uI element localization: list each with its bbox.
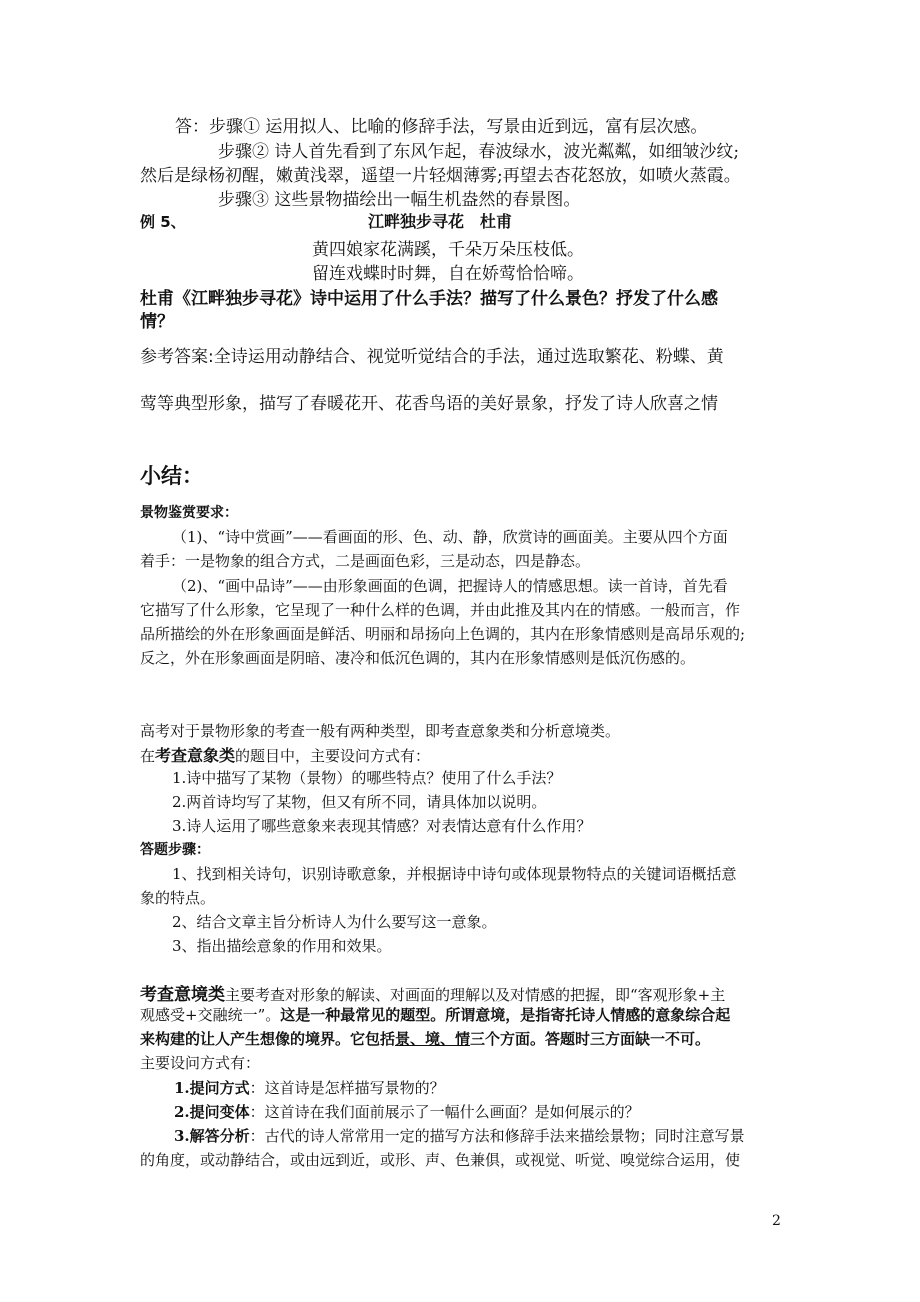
requirement-2-line-3: 品所描绘的外在形象画面是鲜活、明丽和昂扬向上色调的，其内在形象情感则是高昂乐观的; bbox=[140, 625, 746, 643]
imagery-question-intro: 在考查意象类的题目中，主要设问方式有： bbox=[140, 746, 431, 765]
method-1: 1.提问方式：这首诗是怎样描写景物的？ bbox=[174, 1079, 445, 1097]
poem-line-2: 留连戏蝶时时舞，自在娇莺恰恰啼。 bbox=[312, 264, 584, 284]
reference-answer-line-2: 莺等典型形象，描写了春暖花开、花香鸟语的美好景象，抒发了诗人欣喜之情 bbox=[140, 394, 718, 414]
answer-step-3: 步骤③ 这些景物描绘出一幅生机盎然的春景图。 bbox=[218, 190, 581, 210]
method-3-line-2: 的角度，或动静结合，或由远到近，或形、声、色兼俱，或视觉、听觉、嗅觉综合运用，使 bbox=[140, 1151, 741, 1169]
artistic-conception-line-3: 来构建的让人产生想像的境界。它包括景、境、情三个方面。答题时三方面缺一不可。 bbox=[140, 1030, 711, 1048]
answer-step-item-2: 2、结合文章主旨分析诗人为什么要写这一意象。 bbox=[172, 913, 497, 931]
example-label: 例 5、 bbox=[140, 213, 186, 231]
imagery-question-2: 2.两首诗均写了某物，但又有所不同，请具体加以说明。 bbox=[172, 793, 547, 811]
poem-title: 江畔独步寻花 杜甫 bbox=[368, 212, 513, 231]
appreciation-requirements-title: 景物鉴赏要求： bbox=[140, 505, 238, 521]
method-3-line-1: 3.解答分析：古代的诗人常常用一定的描写方法和修辞手法来描绘景物；同时注意写景 bbox=[174, 1127, 745, 1145]
imagery-question-3: 3.诗人运用了哪些意象来表现其情感？对表情达意有什么作用？ bbox=[172, 817, 592, 835]
answer-step-1: 答：步骤① 运用拟人、比喻的修辞手法，写景由近到远，富有层次感。 bbox=[175, 117, 708, 137]
requirement-2-line-4: 反之，外在形象画面是阴暗、凄冷和低沉色调的，其内在形象情感则是低沉伤感的。 bbox=[140, 649, 696, 667]
page-number: 2 bbox=[772, 1213, 781, 1229]
summary-heading: 小结： bbox=[140, 464, 203, 488]
method-2: 2.提问变体：这首诗在我们面前展示了一幅什么画面？是如何展示的？ bbox=[174, 1103, 640, 1121]
question-line-1: 杜甫《江畔独步寻花》诗中运用了什么手法？描写了什么景色？抒发了什么感 bbox=[140, 289, 718, 309]
artistic-conception-line-2: 观感受+交融统一”。这是一种最常见的题型。所谓意境，是指寄托诗人情感的意象综合起 bbox=[140, 1006, 731, 1024]
reference-answer-line-1: 参考答案:全诗运用动静结合、视觉听觉结合的手法，通过选取繁花、粉蝶、黄 bbox=[140, 347, 724, 367]
answer-step-item-1-line-2: 象的特点。 bbox=[140, 889, 216, 907]
imagery-question-1: 1.诗中描写了某物（景物）的哪些特点？使用了什么手法？ bbox=[172, 769, 562, 787]
poem-line-1: 黄四娘家花满蹊，千朵万朵压枝低。 bbox=[312, 240, 584, 260]
answer-steps-title: 答题步骤： bbox=[140, 842, 210, 858]
requirement-1-line-1: （1)、“诗中赏画”——看画面的形、色、动、静，欣赏诗的画面美。主要从四个方面 bbox=[172, 528, 728, 546]
requirement-2-line-2: 它描写了什么形象，它呈现了一种什么样的色调，并由此推及其内在的情感。一般而言，作 bbox=[140, 601, 741, 619]
requirement-1-line-2: 着手：一是物象的组合方式，二是画面色彩，三是动态，四是静态。 bbox=[140, 552, 591, 570]
answer-step-item-1-line-1: 1、找到相关诗句，识别诗歌意象，并根据诗中诗句或体现景物特点的关键词语概括意 bbox=[172, 865, 737, 883]
question-line-2: 情？ bbox=[140, 312, 174, 332]
answer-step-2-line-1: 步骤② 诗人首先看到了东风乍起，春波绿水，波光粼粼，如细皱沙纹; bbox=[218, 142, 740, 162]
artistic-conception-line-4: 主要设问方式有： bbox=[140, 1054, 261, 1072]
answer-step-item-3: 3、指出描绘意象的作用和效果。 bbox=[172, 937, 392, 955]
gaokao-intro: 高考对于景物形象的考查一般有两种类型，即考查意象类和分析意境类。 bbox=[140, 722, 621, 740]
requirement-2-line-1: （2)、“画中品诗”——由形象画面的色调，把握诗人的情感思想。读一首诗，首先看 bbox=[172, 577, 728, 595]
answer-step-2-line-2: 然后是绿杨初醒，嫩黄浅翠，遥望一片轻烟薄雾;再望去杏花怒放，如喷火蒸霞。 bbox=[140, 166, 741, 186]
artistic-conception-line-1: 考查意境类主要考查对形象的解读、对画面的理解以及对情感的把握，即“客观形象+主 bbox=[140, 985, 726, 1005]
